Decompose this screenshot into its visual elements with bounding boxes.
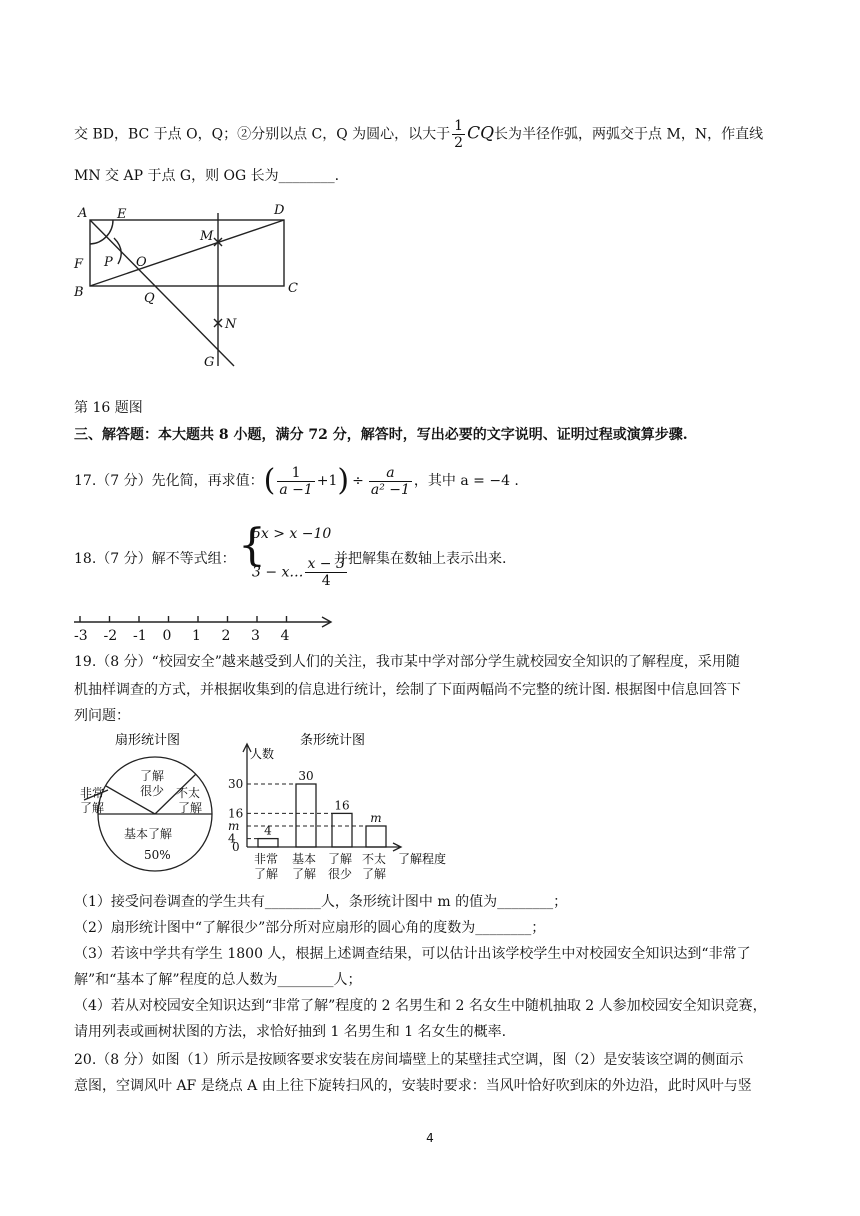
axis-tick-label: 2 [221, 628, 231, 644]
bar-ylabel: 人数 [250, 747, 275, 761]
q19-sub-2: （2）扇形统计图中“了解很少”部分所对应扇形的圆心角的度数为________； [74, 920, 546, 936]
bar-0 [258, 839, 278, 847]
bar-xlabel: 了解程度 [398, 852, 447, 866]
q20-line-2: 意图，空调风叶 AF 是绕点 A 由上往下旋转扫风的，安装时要求：当风叶恰好吹到床的外边沿，此时风叶与竖 [74, 1078, 752, 1094]
bar-value-label: 4 [264, 823, 272, 838]
q19-sub-4a: （4）若从对校园安全知识达到“非常了解”程度的 2 名男生和 2 名女生中随机抽取 2 人参加校园安全知识竞赛， [74, 998, 767, 1014]
bar-ytick-label: 16 [228, 806, 244, 821]
q17-line: 17.（7 分）先化简，再求值：( $\frac{1}{a -1}$ +1) ÷ $\frac{a}{\text{a² −1}}$ ，其中 a = −4 . [74, 463, 519, 498]
axis-tick-label: -1 [133, 628, 147, 644]
q18-ineq-2: 3 − x… $\frac{x - 3}{4}$ [252, 556, 345, 589]
bar-category-label: 很少 [327, 867, 353, 881]
label-p: P [104, 255, 113, 270]
q19-sub-3a: （3）若该中学共有学生 1800 人，根据上述调查结果，可以估计出该学校学生中对校园安全知识达到“非常了 [74, 946, 751, 962]
q18-prefix: 18.（7 分）解不等式组： [74, 551, 236, 567]
q19-sub-3b: 解”和“基本了解”程度的总人数为________人； [74, 972, 362, 988]
bar-value-label: m [370, 811, 382, 825]
axis-tick-label: 3 [251, 628, 260, 644]
label-q: Q [144, 291, 155, 306]
pie-label-pct: 50% [144, 848, 171, 862]
pie-label-henshao-1: 了解 [140, 769, 165, 783]
rectangle-abcd [90, 220, 284, 286]
q18-ineq-1: 5x > x −10 [252, 526, 332, 542]
section-3-heading: 三、解答题：本大题共 8 小题，满分 72 分，解答时，写出必要的文字说明、证明过程或演算步骤. [74, 427, 688, 443]
bar-ytick-label: 4 [228, 831, 236, 846]
label-f: F [74, 257, 84, 272]
half-fraction: $\frac{1}{2}$ [454, 118, 464, 151]
label-o: O [136, 255, 147, 270]
bar-value-label: 16 [334, 798, 350, 813]
bar-title: 条形统计图 [300, 733, 366, 748]
pie-label-butai-2: 了解 [178, 801, 203, 815]
axis-tick-label: 0 [162, 628, 172, 644]
q16-caption: 第 16 题图 [74, 400, 143, 416]
bar-ytick-label: 30 [228, 777, 244, 791]
bar-1 [296, 784, 316, 847]
label-a: A [78, 206, 88, 221]
diagonal-bd [90, 220, 284, 286]
axis-tick-label: -2 [103, 628, 118, 644]
q20-line-1: 20.（8 分）如图（1）所示是按顾客要求安装在房间墙壁上的某壁挂式空调，图（2）是安装该空调的侧面示 [74, 1052, 744, 1068]
label-d: D [274, 203, 285, 218]
bar-category-label: 了解 [327, 852, 353, 866]
pie-title: 扇形统计图 [115, 733, 181, 748]
pie-label-henshao-2: 很少 [140, 784, 165, 798]
label-e: E [117, 207, 127, 222]
pie-circle [98, 757, 212, 871]
q19-line-3: 列问题： [74, 708, 130, 724]
axis-tick-label: -3 [74, 628, 88, 644]
q18-suffix: 并把解集在数轴上表示出来. [334, 551, 507, 567]
label-b: B [74, 285, 84, 300]
q19-line-1: 19.（8 分）“校园安全”越来越受到人们的关注，我市某中学对部分学生就校园安全知识的了解程度，采用随 [74, 654, 740, 670]
q19-sub-4b: 请用列表或画树状图的方法，求恰好抽到 1 名男生和 1 名女生的概率. [74, 1024, 507, 1040]
q19-line-2: 机抽样调查的方式，并根据收集到的信息进行统计，绘制了下面两幅尚不完整的统计图. 根据图中信息回答下 [74, 682, 741, 698]
q16-line-2: MN 交 AP 于点 G，则 OG 长为________. [74, 168, 340, 184]
bar-3 [366, 826, 386, 847]
label-m: M [200, 229, 214, 244]
bar-category-label: 了解 [291, 867, 317, 881]
label-n: N [225, 317, 237, 332]
bar-ytick-label: 0 [232, 840, 240, 854]
q16-line-1: 交 BD，BC 于点 O，Q；②分别以点 C，Q 为圆心，以大于 $\frac{1}{2}$ CQ长为半径作弧，两弧交于点 M，N，作直线 [74, 118, 764, 151]
line-ag [90, 220, 234, 366]
bar-category-label: 了解 [361, 867, 387, 881]
system-brace: { [238, 520, 266, 571]
bar-category-label: 基本 [291, 852, 317, 866]
pie-label-feichang-1: 非常 [80, 786, 105, 800]
bar-2 [332, 813, 352, 847]
page-number: 4 [426, 1131, 434, 1145]
bar-category-label: 了解 [253, 867, 279, 881]
axis-tick-label: 4 [280, 628, 290, 644]
bar-ytick-label: m [228, 819, 240, 833]
pie-label-feichang-2: 了解 [80, 801, 105, 815]
bar-category-label: 非常 [253, 852, 279, 866]
pie-label-jiben: 基本了解 [124, 827, 173, 841]
label-c: C [288, 281, 298, 296]
arc-p [114, 238, 121, 264]
bar-value-label: 30 [298, 769, 314, 783]
axis-tick-label: 1 [192, 628, 201, 644]
arc-ef [90, 220, 113, 244]
pie-label-butai-1: 不太 [176, 786, 201, 800]
bar-category-label: 不太 [361, 852, 387, 866]
q19-sub-1: （1）接受问卷调查的学生共有________人，条形统计图中 m 的值为________； [74, 894, 568, 910]
label-g: G [204, 355, 215, 370]
